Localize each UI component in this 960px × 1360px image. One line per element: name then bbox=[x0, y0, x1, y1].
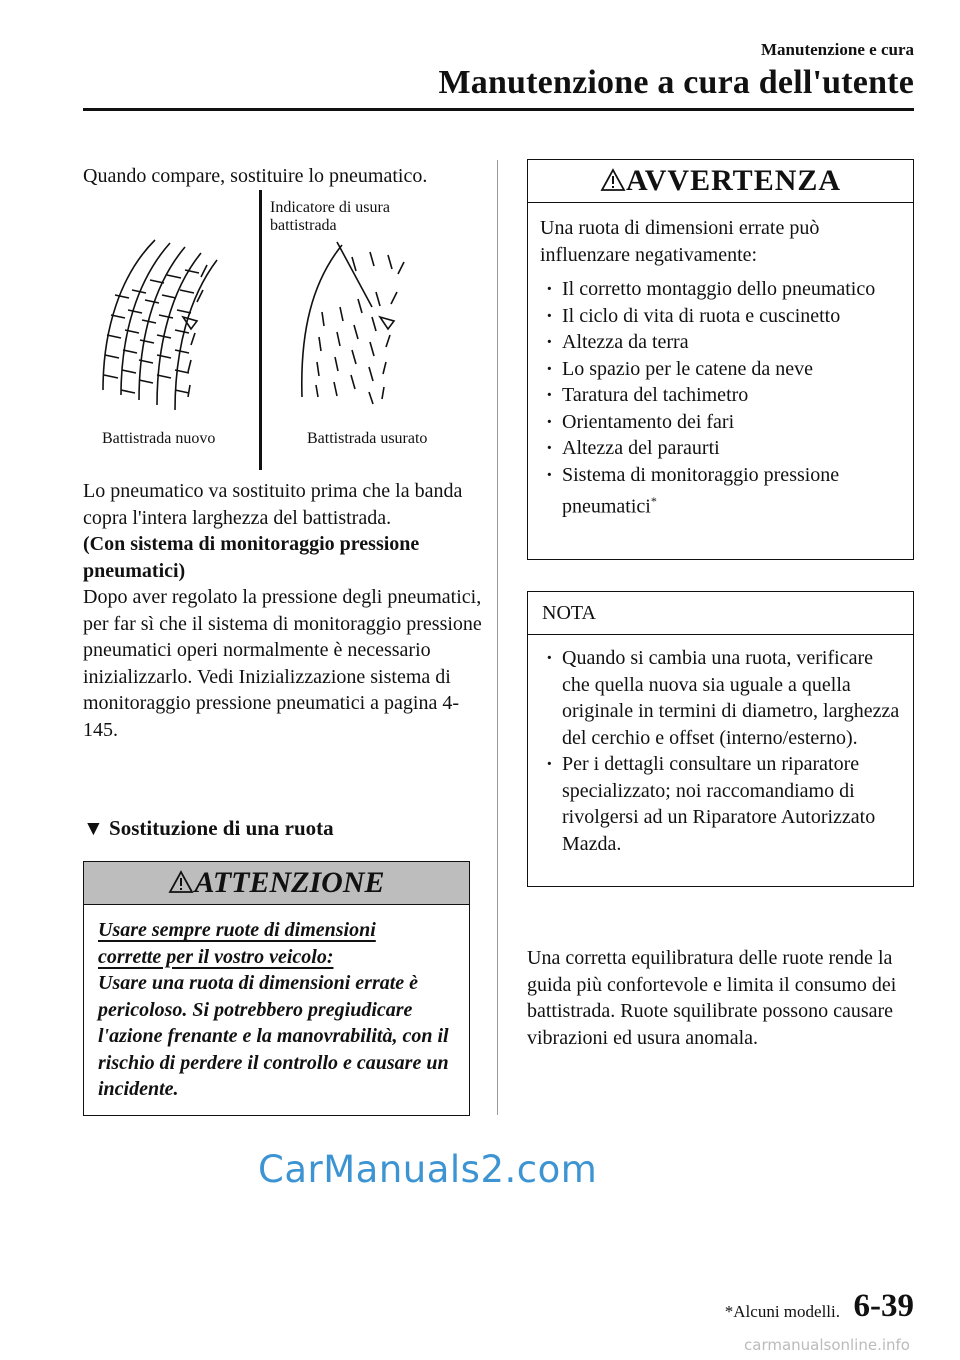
avvertenza-box bbox=[527, 159, 914, 560]
nota-box bbox=[527, 591, 914, 887]
left-column-text bbox=[83, 478, 483, 743]
new-tread-label: Battistrada nuovo bbox=[102, 430, 216, 447]
page-title: Manutenzione a cura dell'utente bbox=[438, 64, 914, 101]
list-item: · Altezza del paraurti bbox=[540, 435, 901, 462]
warning-triangle-icon bbox=[600, 168, 626, 192]
tpms-heading: (Con sistema di monitoraggio pressione pneumatici) bbox=[83, 533, 420, 582]
attenzione-header bbox=[84, 862, 469, 905]
list-item: · Il ciclo di vita di ruota e cuscinetto bbox=[540, 303, 901, 330]
list-item: · Quando si cambia una ruota, verificare che quella nuova sia uguale a quella originale in termini di diametro, larghezza del cerchio e offset (interno/esterno). bbox=[540, 645, 903, 751]
watermark-logo: CarManuals2.com bbox=[258, 1148, 598, 1191]
intro-text: Quando compare, sostituire lo pneumatico. bbox=[83, 165, 428, 187]
site-watermark: carmanualsonline.info bbox=[744, 1336, 910, 1354]
list-item: · Per i dettagli consultare un riparatore specializzato; noi raccomandiamo di rivolgersi ad un Riparatore Autorizzato Mazda. bbox=[540, 751, 903, 857]
indicator-label: Indicatore di usura battistrada bbox=[270, 199, 390, 234]
page-number: 6-39 bbox=[853, 1288, 914, 1324]
nota-header bbox=[528, 592, 913, 635]
avvertenza-header bbox=[528, 160, 913, 203]
nota-list bbox=[540, 645, 903, 857]
wheel-replacement-heading: ▼ Sostituzione di una ruota bbox=[83, 816, 334, 840]
header-rule bbox=[83, 108, 914, 111]
nota-title: NOTA bbox=[542, 602, 596, 624]
replacement-paragraph: Lo pneumatico va sostituito prima che la banda copra l'intera larghezza del battistrada. bbox=[83, 480, 463, 529]
list-item: · Taratura del tachimetro bbox=[540, 382, 901, 409]
list-item: · Lo spazio per le catene da neve bbox=[540, 356, 901, 383]
list-item: · Orientamento dei fari bbox=[540, 409, 901, 436]
section-label: Manutenzione e cura bbox=[761, 40, 914, 59]
balancing-paragraph: Una corretta equilibratura delle ruote rende la guida più confortevole e limita il consumo dei battistrada. Ruote squilibrate possono causare vibrazioni ed usura anomala. bbox=[527, 947, 897, 1049]
avvertenza-list bbox=[540, 276, 901, 520]
figure-divider bbox=[259, 190, 262, 470]
new-tread-illustration bbox=[95, 235, 245, 415]
worn-tread-illustration bbox=[292, 237, 442, 417]
column-divider bbox=[497, 160, 498, 1115]
list-item: · Sistema di monitoraggio pressione pneumatici* bbox=[540, 462, 901, 521]
avvertenza-body: Una ruota di dimensioni errate può influenzare negativamente: · Il corretto montaggio dello pneumatico · Il ciclo di vita di ruota e cuscinetto · Altezza da terra · Lo spazio per le catene da neve · Taratura del tachimetro · Orientamento dei fari · Altezza del paraurti · Sistema di monitoraggio pressione pneumatici* bbox=[528, 203, 913, 520]
attenzione-box bbox=[83, 861, 470, 1116]
attenzione-body: Usare sempre ruote di dimensioni corrette per il vostro veicolo: Usare una ruota di dimensioni errate è pericoloso. Si potrebbero pregiudicare l'azione frenante e la manovrabilità, con il rischio di perdere il controllo e causare un incidente. bbox=[98, 919, 449, 1100]
list-item: · Altezza da terra bbox=[540, 329, 901, 356]
avvertenza-title: AVVERTENZA bbox=[625, 164, 842, 197]
footnote: *Alcuni modelli. bbox=[724, 1302, 840, 1321]
tpms-paragraph: Dopo aver regolato la pressione degli pneumatici, per far sì che il sistema di monitoraggio pressione pneumatici operi normalmente è necessario inizializzarlo. Vedi Inizializzazione sistema di monitoraggio pressione pneumatici a pagina 4-145. bbox=[83, 586, 482, 741]
triangle-down-icon: ▼ bbox=[83, 816, 104, 840]
worn-tread-label: Battistrada usurato bbox=[307, 430, 428, 447]
nota-body bbox=[528, 635, 913, 857]
warning-triangle-icon bbox=[168, 870, 194, 894]
attenzione-title: ATTENZIONE bbox=[194, 866, 385, 899]
list-item: · Il corretto montaggio dello pneumatico bbox=[540, 276, 901, 303]
